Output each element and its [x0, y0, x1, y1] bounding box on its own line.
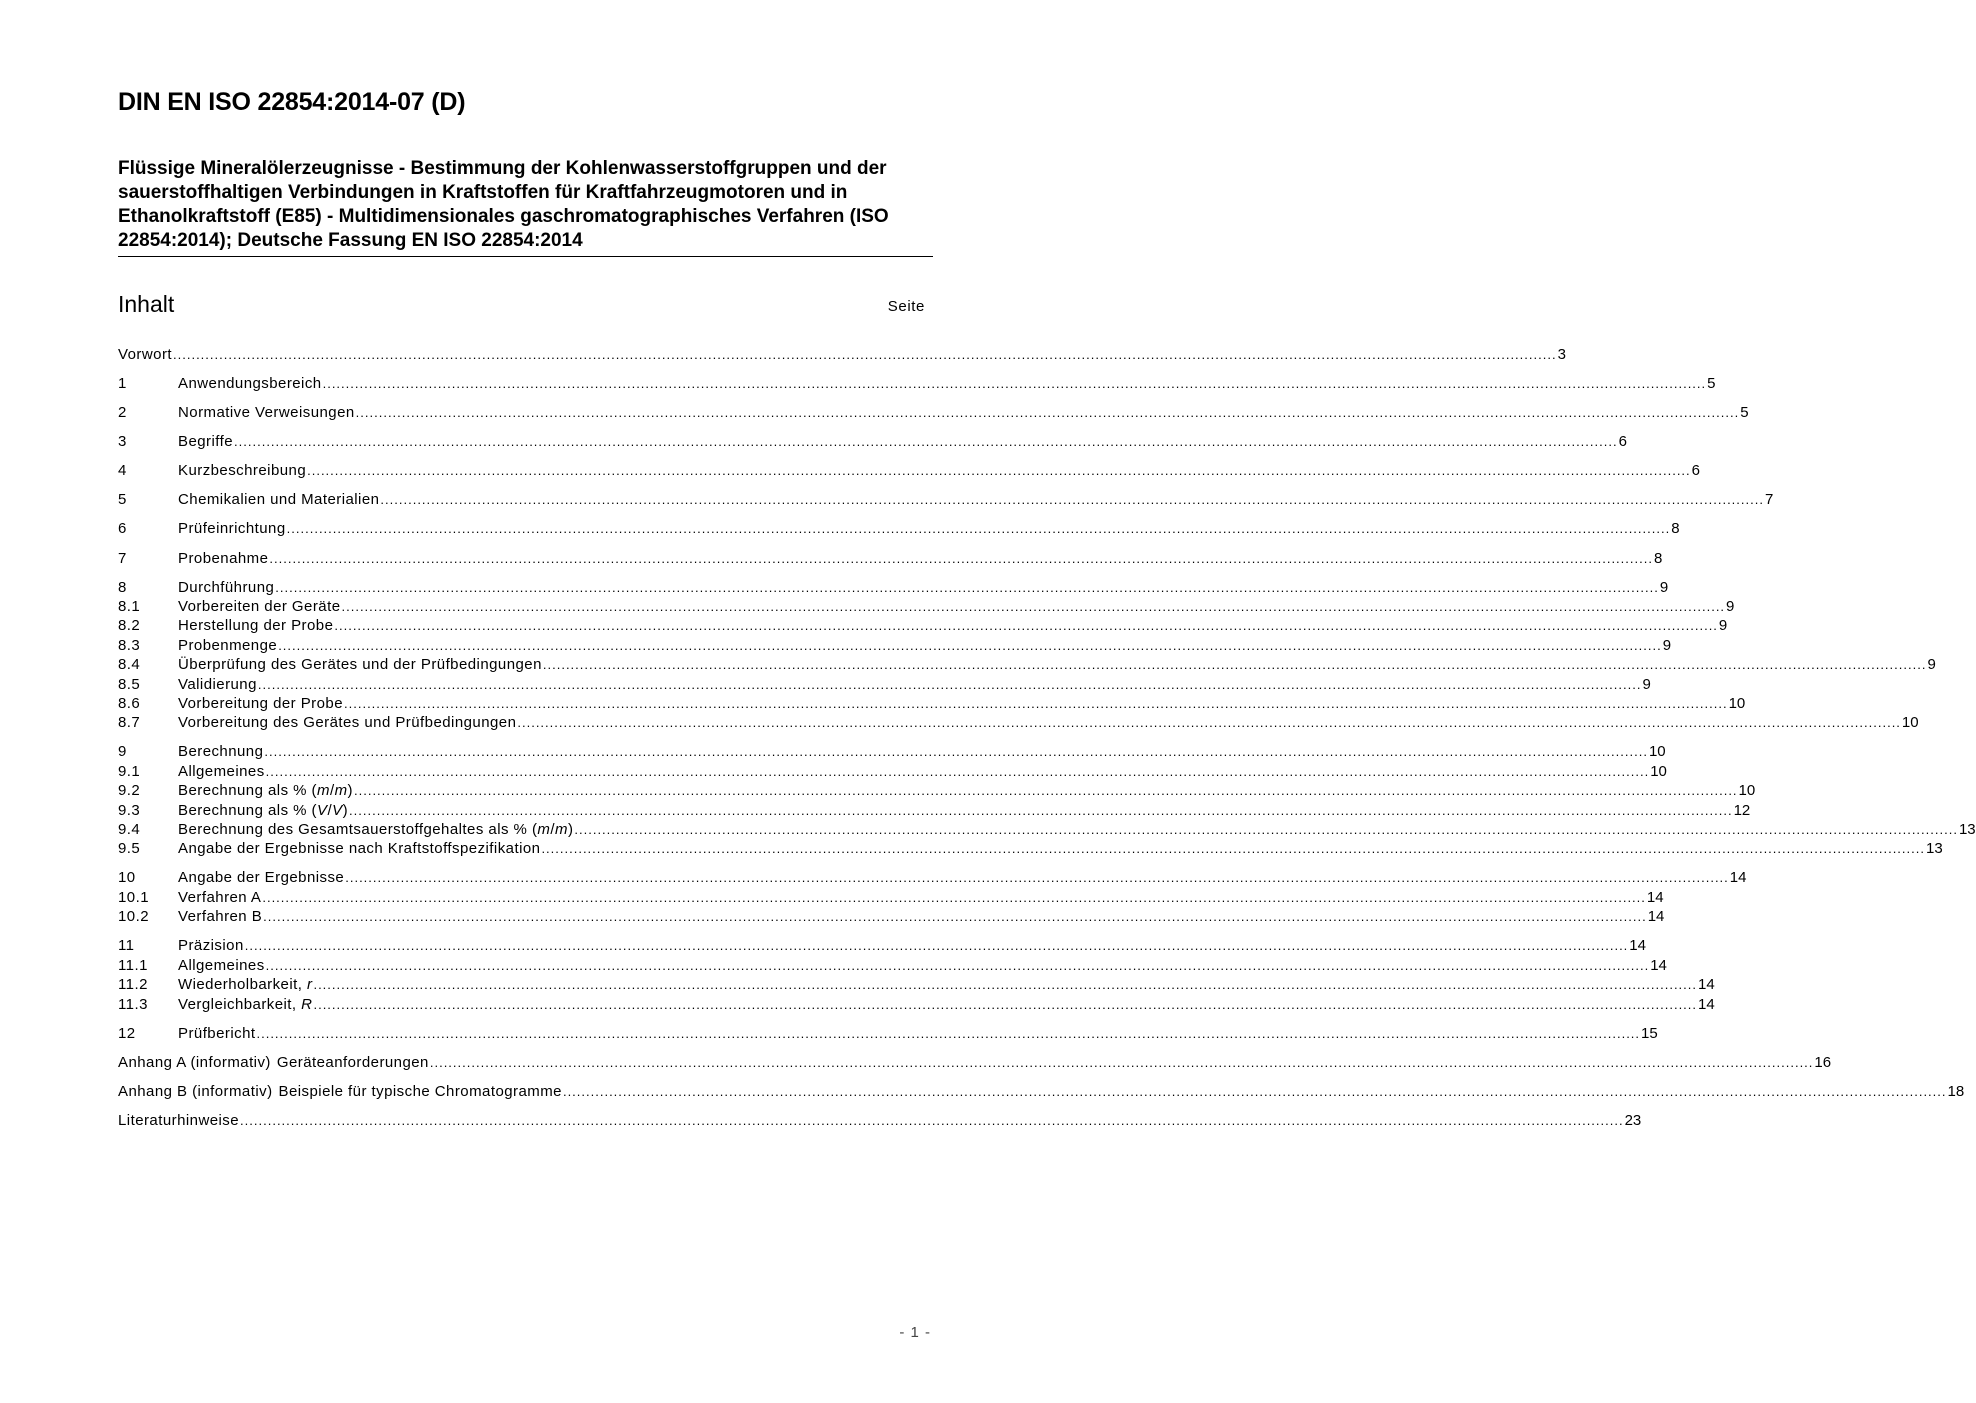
- toc-entry-page: 23: [1624, 1111, 1642, 1129]
- toc-entry-title-tail: Beispiele für typische Chromatogramme: [278, 1082, 562, 1100]
- toc-entry-title-italic: m: [554, 821, 568, 838]
- toc-entry[interactable]: [118, 976, 1715, 995]
- toc-entry-title: [118, 1112, 239, 1129]
- toc-entry-number: 9: [118, 743, 127, 761]
- toc-entry[interactable]: [118, 821, 1976, 840]
- toc-entry-page: 12: [1733, 801, 1751, 819]
- toc-entry-number: 6: [118, 520, 127, 538]
- toc-entry-title-text: Anhang A (informativ): [118, 1053, 271, 1071]
- toc-entry-title-text: Probenahme: [178, 549, 269, 567]
- toc-entry-number: 2: [118, 404, 127, 422]
- toc-entry-title: [178, 617, 333, 634]
- toc-dot-leader: ............................................................................................................................................................................................................................................................................................................: [355, 405, 1740, 421]
- toc-entry-number: 1: [118, 375, 127, 393]
- toc-entry-number: 8.3: [118, 636, 141, 654]
- toc-entry-number: 11.3: [118, 995, 148, 1013]
- toc-entry-title: [178, 763, 265, 780]
- page-number: - 1 -: [899, 1324, 931, 1341]
- toc-entry-page: 14: [1698, 995, 1715, 1013]
- toc-entry[interactable]: [118, 491, 1774, 510]
- toc-entry-number: 9.3: [118, 801, 141, 819]
- toc-entry-title-separator: /: [550, 821, 555, 838]
- toc-entry-title-end: ): [347, 782, 353, 800]
- toc-entry-title: [178, 433, 233, 450]
- toc-entry-title: [118, 1083, 562, 1100]
- toc-entry-title-text: Allgemeines: [178, 762, 265, 780]
- toc-entry-title-text: Kurzbeschreibung: [178, 462, 307, 480]
- toc-entry-number: 9.4: [118, 821, 141, 838]
- toc-entry-title-italic: V: [332, 801, 343, 819]
- toc-entry-number: 3: [118, 433, 127, 451]
- toc-entry[interactable]: [118, 1111, 1642, 1131]
- toc-entry[interactable]: [118, 346, 1566, 365]
- toc-entry[interactable]: [118, 404, 1749, 423]
- toc-entry-page: 7: [1764, 491, 1774, 509]
- toc-dot-leader: ............................................................................................................................................................................................................................................................................................................: [354, 783, 1738, 799]
- toc-dot-leader: ............................................................................................................................................................................................................................................................................................................: [313, 996, 1698, 1012]
- toc-entry-title: [178, 520, 286, 537]
- toc-entry-number: 8.4: [118, 656, 141, 674]
- toc-entry[interactable]: [118, 462, 1700, 481]
- toc-entry-page: 14: [1629, 937, 1646, 955]
- toc-dot-leader: ............................................................................................................................................................................................................................................................................................................: [307, 463, 1691, 479]
- toc-entry-title: [178, 840, 540, 857]
- toc-entry-title-text: Normative Verweisungen: [178, 404, 355, 422]
- toc-entry-title-text: Verfahren B: [178, 908, 263, 926]
- toc-entry-page: 8: [1671, 520, 1680, 538]
- toc-entry-title: [178, 598, 341, 615]
- toc-entry-number: 7: [118, 549, 127, 567]
- toc-entry-page: 5: [1707, 375, 1716, 393]
- toc-entry[interactable]: [118, 1024, 1658, 1044]
- toc-entry-page: 16: [1814, 1053, 1832, 1071]
- toc-dot-leader: ............................................................................................................................................................................................................................................................................................................: [263, 909, 1647, 925]
- toc-dot-leader: ............................................................................................................................................................................................................................................................................................................: [313, 977, 1697, 993]
- document-id: DIN EN ISO 22854:2014-07 (D): [118, 88, 466, 116]
- toc-entry-title: [178, 957, 265, 974]
- toc-entry-title: [178, 937, 244, 954]
- toc-entry-title: [178, 821, 573, 838]
- toc-entry[interactable]: [118, 937, 1646, 956]
- toc-entry-title-text: Präzision: [178, 937, 244, 955]
- toc-dot-leader: ............................................................................................................................................................................................................................................................................................................: [244, 938, 1629, 954]
- toc-entry-number: 11: [118, 937, 135, 955]
- toc-dot-leader: ............................................................................................................................................................................................................................................................................................................: [562, 1083, 1947, 1099]
- toc-entry-title: [118, 346, 172, 363]
- toc-entry-title-text: Verfahren A: [178, 888, 262, 906]
- toc-entry-title-text: Vergleichbarkeit,: [178, 995, 302, 1013]
- toc-entry[interactable]: [118, 617, 1728, 636]
- toc-entry-title-text: Chemikalien und Materialien: [178, 491, 380, 509]
- toc-entry-title-text: Durchführung: [178, 578, 275, 596]
- toc-entry-page: 10: [1648, 743, 1666, 761]
- toc-entry-number: 8: [118, 578, 127, 596]
- toc-entry-title-text: Literaturhinweise: [118, 1111, 240, 1129]
- toc-dot-leader: ............................................................................................................................................................................................................................................................................................................: [322, 376, 1707, 392]
- toc-dot-leader: ............................................................................................................................................................................................................................................................................................................: [240, 1112, 1624, 1128]
- toc-entry-title-text: Angabe der Ergebnisse: [178, 869, 345, 887]
- toc-entry-title: [178, 550, 268, 567]
- toc-entry-title: [178, 782, 353, 799]
- toc-entry-title-separator: /: [329, 782, 335, 800]
- toc-dot-leader: ............................................................................................................................................................................................................................................................................................................: [262, 889, 1646, 905]
- toc-entry-title-text: Anhang B (informativ): [118, 1082, 273, 1100]
- toc-entry-page: 6: [1618, 433, 1627, 451]
- toc-entry-page: 14: [1646, 888, 1664, 906]
- toc-entry-title-text: Angabe der Ergebnisse nach Kraftstoffspezifikation: [178, 840, 541, 858]
- toc-entry-title: [178, 404, 355, 421]
- toc-dot-leader: ............................................................................................................................................................................................................................................................................................................: [341, 599, 1726, 615]
- toc-entry-number: 8.2: [118, 617, 141, 635]
- toc-entry[interactable]: [118, 801, 1751, 821]
- toc-dot-leader: ............................................................................................................................................................................................................................................................................................................: [256, 1025, 1641, 1041]
- toc-entry[interactable]: [118, 636, 1672, 656]
- toc-entry[interactable]: [118, 675, 1651, 695]
- toc-dot-leader: ............................................................................................................................................................................................................................................................................................................: [542, 657, 1927, 673]
- toc-entry-number: 10.1: [118, 888, 149, 906]
- toc-entry-title: [178, 869, 344, 886]
- toc-entry-number: 10: [118, 869, 136, 887]
- toc-entry-title-text: Vorbereiten der Geräte: [178, 598, 341, 616]
- toc-dot-leader: ............................................................................................................................................................................................................................................................................................................: [265, 957, 1650, 973]
- toc-entry-title: [178, 375, 322, 392]
- toc-entry-title: [178, 676, 257, 693]
- toc-entry-title-text: Berechnung des Gesamtsauerstoffgehaltes als % (: [178, 821, 538, 838]
- toc-entry-page: 3: [1557, 346, 1566, 363]
- toc-entry-title: [178, 996, 312, 1013]
- toc-entry-title-text: Validierung: [178, 675, 257, 693]
- toc-entry[interactable]: [118, 869, 1747, 888]
- toc-entry-page: 15: [1641, 1024, 1658, 1042]
- toc-entry-title: [178, 656, 542, 673]
- toc-entry[interactable]: [118, 598, 1735, 617]
- toc-dot-leader: ............................................................................................................................................................................................................................................................................................................: [334, 618, 1718, 634]
- toc-dot-leader: ............................................................................................................................................................................................................................................................................................................: [264, 744, 1648, 760]
- toc-dot-leader: ............................................................................................................................................................................................................................................................................................................: [278, 637, 1662, 653]
- toc-entry[interactable]: [118, 578, 1669, 598]
- toc-dot-leader: ............................................................................................................................................................................................................................................................................................................: [269, 550, 1653, 566]
- toc-entry-page: 6: [1691, 462, 1700, 480]
- toc-entry-title-italic: r: [307, 976, 313, 994]
- toc-entry[interactable]: [118, 549, 1663, 569]
- toc-dot-leader: ............................................................................................................................................................................................................................................................................................................: [380, 492, 1764, 508]
- toc-entry-number: 9.2: [118, 782, 141, 800]
- table-of-contents: [118, 346, 1976, 1131]
- toc-dot-leader: ............................................................................................................................................................................................................................................................................................................: [345, 870, 1729, 886]
- toc-dot-leader: ............................................................................................................................................................................................................................................................................................................: [265, 763, 1650, 779]
- toc-entry[interactable]: [118, 694, 1746, 714]
- toc-entry-title-text: Vorbereitung der Probe: [178, 694, 344, 712]
- toc-entry-title-text: Berechnung als % (: [178, 801, 318, 819]
- toc-entry-page: 10: [1650, 762, 1667, 780]
- toc-entry[interactable]: [118, 995, 1715, 1015]
- toc-page-column-header: Seite: [887, 298, 925, 315]
- toc-entry-page: 9: [1642, 675, 1651, 693]
- toc-entry-title: [118, 1054, 429, 1071]
- toc-entry-title-end: ): [567, 821, 574, 838]
- toc-entry-number: 10.2: [118, 908, 149, 926]
- toc-entry-number: 9.1: [118, 762, 141, 780]
- toc-entry-title: [178, 714, 516, 731]
- toc-entry[interactable]: [118, 1082, 1965, 1102]
- toc-entry-number: 5: [118, 491, 127, 509]
- toc-entry-title: [178, 695, 343, 712]
- toc-entry-title-text: Allgemeines: [178, 956, 265, 974]
- toc-entry-title: [178, 637, 277, 654]
- toc-entry-title-text: Vorbereitung des Gerätes und Prüfbedingungen: [178, 714, 517, 732]
- toc-entry-title-tail: Geräteanforderungen: [276, 1053, 429, 1071]
- toc-entry-page: 9: [1718, 617, 1728, 635]
- toc-entry[interactable]: [118, 888, 1664, 908]
- toc-entry[interactable]: [118, 956, 1667, 976]
- toc-entry-title-separator: /: [327, 801, 333, 819]
- toc-dot-leader: ............................................................................................................................................................................................................................................................................................................: [173, 347, 1557, 362]
- toc-entry-page: 14: [1698, 976, 1715, 994]
- toc-entry-page: 9: [1927, 656, 1936, 674]
- toc-entry[interactable]: [118, 714, 1919, 733]
- toc-entry-title-italic: V: [317, 801, 328, 819]
- toc-entry-number: 12: [118, 1024, 136, 1042]
- toc-dot-leader: ............................................................................................................................................................................................................................................................................................................: [344, 695, 1728, 711]
- toc-entry-title-text: Prüfeinrichtung: [178, 520, 286, 538]
- toc-entry-title-text: Berechnung als % (: [178, 782, 318, 800]
- toc-entry-title-text: Prüfbericht: [178, 1024, 256, 1042]
- toc-entry-title: [178, 976, 312, 993]
- toc-entry-page: 10: [1738, 782, 1756, 800]
- toc-entry-page: 9: [1662, 636, 1672, 654]
- toc-entry[interactable]: [118, 520, 1680, 539]
- toc-entry-title-text: Probenmenge: [178, 636, 278, 654]
- toc-entry-title-italic: m: [537, 821, 551, 838]
- toc-entry-number: 11.2: [118, 976, 148, 994]
- toc-entry-title-text: Berechnung: [178, 743, 264, 761]
- toc-dot-leader: ............................................................................................................................................................................................................................................................................................................: [349, 802, 1733, 818]
- toc-entry-number: 8.5: [118, 675, 141, 693]
- toc-entry[interactable]: [118, 656, 1936, 675]
- toc-entry-title-italic: m: [317, 782, 330, 800]
- toc-entry-title: [178, 908, 262, 925]
- toc-entry-number: 8.1: [118, 598, 141, 616]
- toc-entry[interactable]: [118, 1053, 1832, 1073]
- toc-entry[interactable]: [118, 762, 1667, 782]
- toc-dot-leader: ............................................................................................................................................................................................................................................................................................................: [234, 434, 1618, 450]
- toc-heading: Inhalt: [118, 291, 175, 317]
- toc-entry-page: 10: [1728, 694, 1746, 712]
- toc-entry-page: 14: [1650, 956, 1667, 974]
- toc-entry-title-italic: m: [334, 782, 348, 800]
- toc-dot-leader: ............................................................................................................................................................................................................................................................................................................: [257, 676, 1642, 692]
- toc-dot-leader: ............................................................................................................................................................................................................................................................................................................: [286, 521, 1671, 537]
- toc-entry-title-text: Herstellung der Probe: [178, 617, 334, 635]
- toc-entry-number: 8.7: [118, 714, 141, 732]
- toc-entry-page: 8: [1653, 549, 1663, 567]
- toc-entry-title-text: Anwendungsbereich: [178, 375, 322, 393]
- toc-entry-title-text: Begriffe: [178, 433, 234, 451]
- toc-entry-number: 8.6: [118, 694, 141, 712]
- toc-entry-page: 9: [1726, 598, 1735, 616]
- toc-dot-leader: ............................................................................................................................................................................................................................................................................................................: [541, 841, 1925, 857]
- toc-entry-title: [178, 579, 274, 596]
- toc-entry-title-text: Vorwort: [118, 346, 173, 363]
- toc-entry-title-end: ): [342, 801, 349, 819]
- toc-entry-title-text: Überprüfung des Gerätes und der Prüfbedingungen: [178, 656, 542, 674]
- toc-entry-page: 9: [1659, 578, 1669, 596]
- toc-entry-title: [178, 889, 261, 906]
- toc-entry-title: [178, 491, 379, 508]
- toc-entry-title: [178, 1025, 255, 1042]
- toc-dot-leader: ............................................................................................................................................................................................................................................................................................................: [574, 822, 1958, 837]
- toc-dot-leader: ............................................................................................................................................................................................................................................................................................................: [517, 715, 1901, 731]
- document-title: Flüssige Mineralölerzeugnisse - Bestimmung der Kohlenwasserstoffgruppen und der sauerstoffhaltigen Verbindungen in Kraftstoffen für Kraftfahrzeugmotoren und in Ethanolkraftstoff (E85) - Multidimensionales gaschromatographisches Verfahren (ISO 22854:2014); Deutsche Fassung EN ISO 22854:2014: [118, 157, 933, 257]
- toc-dot-leader: ............................................................................................................................................................................................................................................................................................................: [429, 1054, 1814, 1070]
- toc-entry-title: [178, 462, 306, 479]
- toc-entry-page: 14: [1729, 869, 1747, 887]
- toc-entry-page: 5: [1740, 404, 1749, 422]
- toc-entry[interactable]: [118, 782, 1756, 801]
- toc-entry-number: 9.5: [118, 840, 141, 858]
- toc-entry-number: 4: [118, 462, 127, 480]
- toc-entry-page: 13: [1958, 821, 1976, 838]
- toc-entry-title-text: Wiederholbarkeit,: [178, 976, 307, 994]
- toc-entry-title: [178, 802, 348, 819]
- toc-entry[interactable]: [118, 375, 1716, 394]
- toc-entry-number: 11.1: [118, 956, 148, 974]
- toc-entry[interactable]: [118, 908, 1665, 927]
- toc-dot-leader: ............................................................................................................................................................................................................................................................................................................: [275, 579, 1659, 595]
- toc-entry[interactable]: [118, 433, 1627, 452]
- toc-entry-title: [178, 743, 263, 760]
- toc-entry[interactable]: [118, 743, 1666, 762]
- toc-entry-page: 14: [1647, 908, 1665, 926]
- toc-entry[interactable]: [118, 840, 1943, 859]
- toc-entry-title-italic: R: [301, 995, 313, 1013]
- toc-entry-page: 10: [1901, 714, 1919, 732]
- toc-entry-page: 13: [1925, 840, 1943, 858]
- toc-entry-page: 18: [1947, 1082, 1965, 1100]
